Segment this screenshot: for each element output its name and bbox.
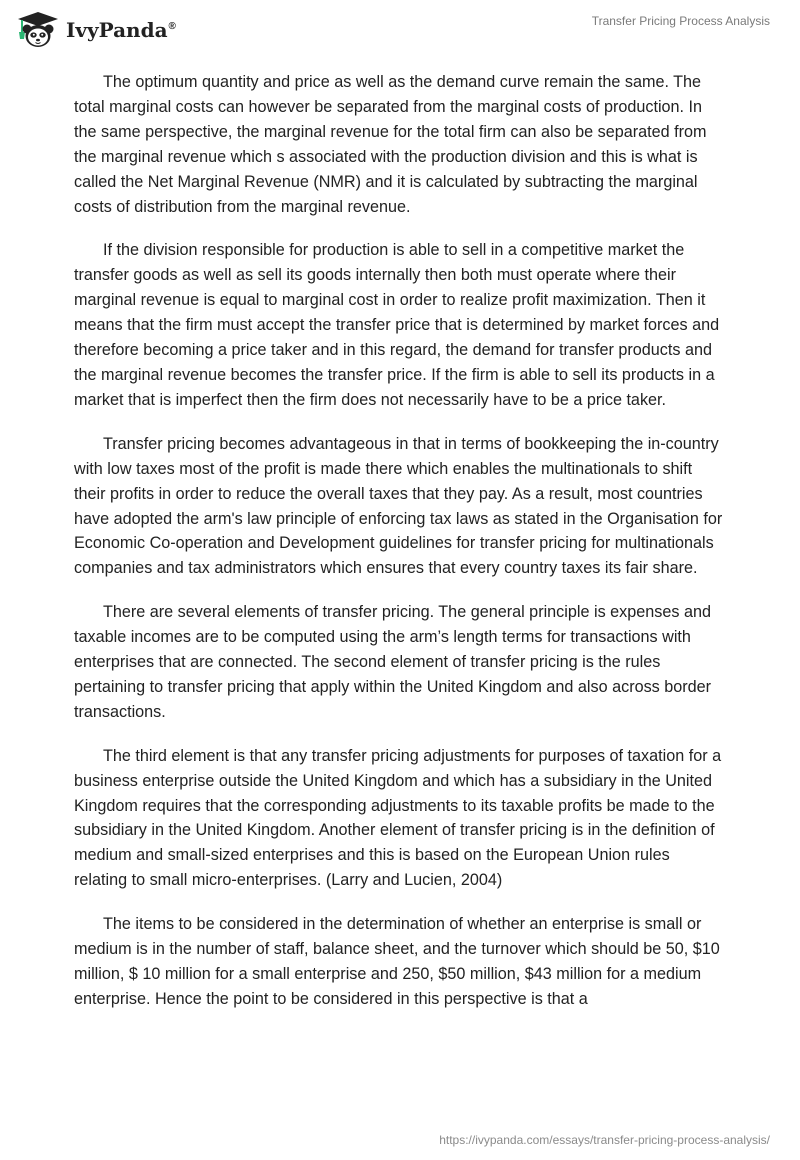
registered-mark: ® — [168, 21, 176, 33]
paragraph: Transfer pricing becomes advantageous in that in terms of bookkeeping the in-country with low taxes most of the profit is made there which enables the multinationals to shift their profits in order to reduce the overall taxes that they pay. As a result, most countries have adopted the arm's law principle of enforcing tax laws as stated in the Organisation for Economic Co-operation and Development guidelines for transfer pricing for multinationals companies and tax administrators which ensures that every country taxes its fair share. — [74, 434, 723, 578]
page-header — [0, 0, 800, 60]
paragraph: The items to be considered in the determination of whether an enterprise is small or medium is in the number of staff, balance sheet, and the turnover which should be 50, $10 million, $ 10 million for a small enterprise and 250, $50 million, $43 million for a medium enterprise. Hence the point to be considered in this perspective is that a — [74, 915, 720, 1008]
panda-graduate-icon — [16, 10, 60, 50]
paragraph: The third element is that any transfer pricing adjustments for purposes of taxation for a business enterprise outside the United Kingdom and which has a subsidiary in the United Kingdom requires that the corresponding adjustments to its taxable profits be made to the subsidiary in the United Kingdom. Another element of transfer pricing is in the definition of medium and small-sized enterprises and this is based on the European Union rules relating to small micro-enterprises. (Larry and Lucien, 2004) — [74, 746, 722, 890]
paragraph: If the division responsible for production is able to sell in a competitive market the transfer goods as well as sell its goods internally then both must operate where their marginal revenue is equal to marginal cost in order to realize profit maximization. Then it means that the firm must accept the transfer price that is determined by market forces and therefore becoming a price taker and in this regard, the demand for transfer products and the marginal revenue becomes the transfer price. If the firm is able to sell its products in a market that is imperfect then the firm does not necessarily have to be a price taker. — [74, 241, 720, 409]
brand-name: IvyPanda® — [66, 18, 176, 42]
paragraph: The optimum quantity and price as well as the demand curve remain the same. The total marginal costs can however be separated from the marginal costs of production. In the same perspective, the marginal revenue for the total firm can also be separated from the marginal revenue which s associated with the production division and this is what is called the Net Marginal Revenue (NMR) and it is calculated by subtracting the marginal costs of distribution from the marginal revenue. — [74, 73, 707, 216]
site-logo[interactable] — [16, 10, 176, 50]
source-url-link[interactable]: https://ivypanda.com/essays/transfer-pricing-process-analysis/ — [439, 1133, 770, 1147]
document-title: Transfer Pricing Process Analysis — [591, 14, 770, 28]
essay-body — [74, 70, 726, 1031]
paragraph: There are several elements of transfer pricing. The general principle is expenses and taxable incomes are to be computed using the arm’s length terms for transactions with enterprises that are connected. The second element of transfer pricing is the rules pertaining to transfer pricing that apply within the United Kingdom and also across border transactions. — [74, 603, 712, 721]
